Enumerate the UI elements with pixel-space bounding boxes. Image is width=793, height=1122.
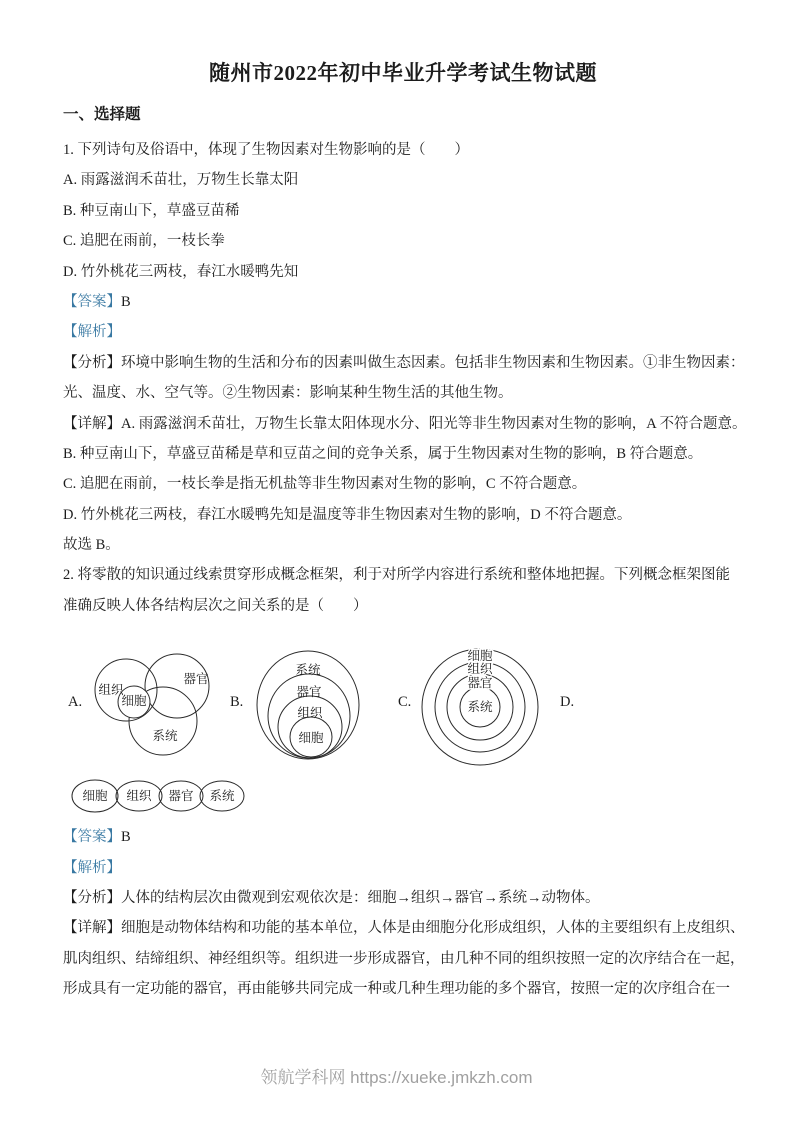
section-tag: 【解析】 bbox=[63, 324, 121, 341]
text-line bbox=[63, 500, 743, 530]
text-line bbox=[63, 853, 743, 883]
line-text: 【分析】环境中影响生物的生活和分布的因素叫做生态因素。包括非生物因素和生物因素。①非生物因素： bbox=[63, 354, 745, 371]
term-zuzhi: 组织 bbox=[297, 706, 323, 720]
text-line bbox=[63, 469, 743, 499]
line-text: 故选 B。 bbox=[63, 537, 120, 554]
text-line bbox=[63, 560, 743, 590]
section-tag: 【答案】 bbox=[63, 829, 121, 846]
line-text: 【详解】细胞是动物体结构和功能的基本单位，人体是由细胞分化形成组织，人体的主要组织有上皮组织、 bbox=[63, 920, 745, 937]
section-heading: 一、选择题 bbox=[63, 106, 141, 123]
option-b-label: B. bbox=[230, 694, 244, 710]
text-line bbox=[63, 287, 743, 317]
term-xitong: 系统 bbox=[152, 729, 178, 743]
text-line bbox=[63, 257, 743, 287]
option-a-label: A. bbox=[68, 694, 83, 710]
text-line bbox=[63, 439, 743, 469]
term-xitong: 系统 bbox=[467, 700, 493, 714]
term-zuzhi: 组织 bbox=[126, 789, 152, 803]
line-text: 1. 下列诗句及俗语中，体现了生物因素对生物影响的是（ ） bbox=[63, 142, 469, 158]
term-qiguan: 器官 bbox=[296, 685, 322, 699]
term-xibao: 细胞 bbox=[467, 649, 493, 663]
term-zuzhi: 组织 bbox=[98, 683, 124, 697]
section-tag: 【答案】 bbox=[63, 293, 121, 310]
text-line bbox=[63, 883, 743, 913]
line-text: B bbox=[121, 293, 131, 310]
line-text: 光、温度、水、空气等。②生物因素：影响某种生物生活的其他生物。 bbox=[63, 385, 513, 402]
line-text: B bbox=[121, 829, 131, 846]
venn-circle-qiguan bbox=[145, 654, 209, 718]
question2-answer-block bbox=[63, 822, 743, 1004]
term-xibao: 细胞 bbox=[121, 694, 147, 708]
term-qiguan: 器官 bbox=[467, 676, 493, 690]
line-text: C. 追肥在雨前，一枝长拳是指无机盐等非生物因素对生物的影响，C 不符合题意。 bbox=[63, 476, 587, 493]
page-title: 随州市2022年初中毕业升学考试生物试题 bbox=[209, 61, 597, 85]
text-line bbox=[63, 226, 743, 256]
text-line bbox=[63, 822, 743, 852]
line-text: 肌肉组织、结缔组织、神经组织等。组织进一步形成器官，由几种不同的组织按照一定的次序结合在一起， bbox=[63, 950, 745, 967]
text-line bbox=[63, 591, 743, 621]
text-line bbox=[63, 378, 743, 408]
text-line bbox=[63, 317, 743, 347]
term-zuzhi: 组织 bbox=[467, 662, 493, 676]
text-line bbox=[63, 348, 743, 378]
line-text: B. 种豆南山下，草盛豆苗稀 bbox=[63, 202, 240, 219]
term-qiguan: 器官 bbox=[168, 789, 194, 803]
option-c-label: C. bbox=[398, 694, 412, 710]
option-d-label: D. bbox=[560, 694, 575, 710]
term-xitong: 系统 bbox=[295, 663, 321, 677]
term-xibao: 细胞 bbox=[298, 731, 324, 745]
line-text: 形成具有一定功能的器官，再由能够共同完成一种或几种生理功能的多个器官，按照一定的次序组合在一 bbox=[63, 981, 730, 998]
line-text: 准确反映人体各结构层次之间关系的是（ ） bbox=[63, 597, 368, 614]
line-text: D. 竹外桃花三两枝，春江水暖鸭先知 bbox=[63, 263, 299, 280]
text-line bbox=[63, 409, 747, 439]
line-text: A. 雨露滋润禾苗壮，万物生长靠太阳 bbox=[63, 172, 299, 189]
line-text: 【详解】A. 雨露滋润禾苗壮，万物生长靠太阳体现水分、阳光等非生物因素对生物的影响，A 不符合题意。 bbox=[63, 415, 747, 432]
text-line bbox=[63, 944, 743, 974]
line-text: C. 追肥在雨前，一枝长拳 bbox=[63, 233, 225, 250]
term-xibao: 细胞 bbox=[82, 789, 108, 803]
line-text: 2. 将零散的知识通过线索贯穿形成概念框架，利于对所学内容进行系统和整体地把握。下列概念框架图能 bbox=[63, 567, 730, 584]
watermark-footer: 领航学科网 https://xueke.jmkzh.com bbox=[260, 1068, 533, 1087]
line-text: D. 竹外桃花三两枝，春江水暖鸭先知是温度等非生物因素对生物的影响，D 不符合题意。 bbox=[63, 506, 632, 523]
text-line bbox=[63, 913, 743, 943]
line-text: 【分析】人体的结构层次由微观到宏观依次是：细胞→组织→器官→系统→动物体。 bbox=[63, 890, 600, 907]
line-text: B. 种豆南山下，草盛豆苗稀是草和豆苗之间的竞争关系，属于生物因素对生物的影响，B 符合题意。 bbox=[63, 445, 703, 462]
section-tag: 【解析】 bbox=[63, 859, 121, 876]
term-qiguan: 器官 bbox=[183, 672, 209, 686]
question1-block bbox=[63, 135, 747, 621]
text-line bbox=[63, 196, 743, 226]
text-line bbox=[63, 165, 743, 195]
term-xitong: 系统 bbox=[209, 789, 235, 803]
concept-diagram bbox=[0, 645, 793, 815]
text-line bbox=[63, 530, 743, 560]
text-line bbox=[63, 974, 743, 1004]
text-line bbox=[63, 135, 743, 165]
